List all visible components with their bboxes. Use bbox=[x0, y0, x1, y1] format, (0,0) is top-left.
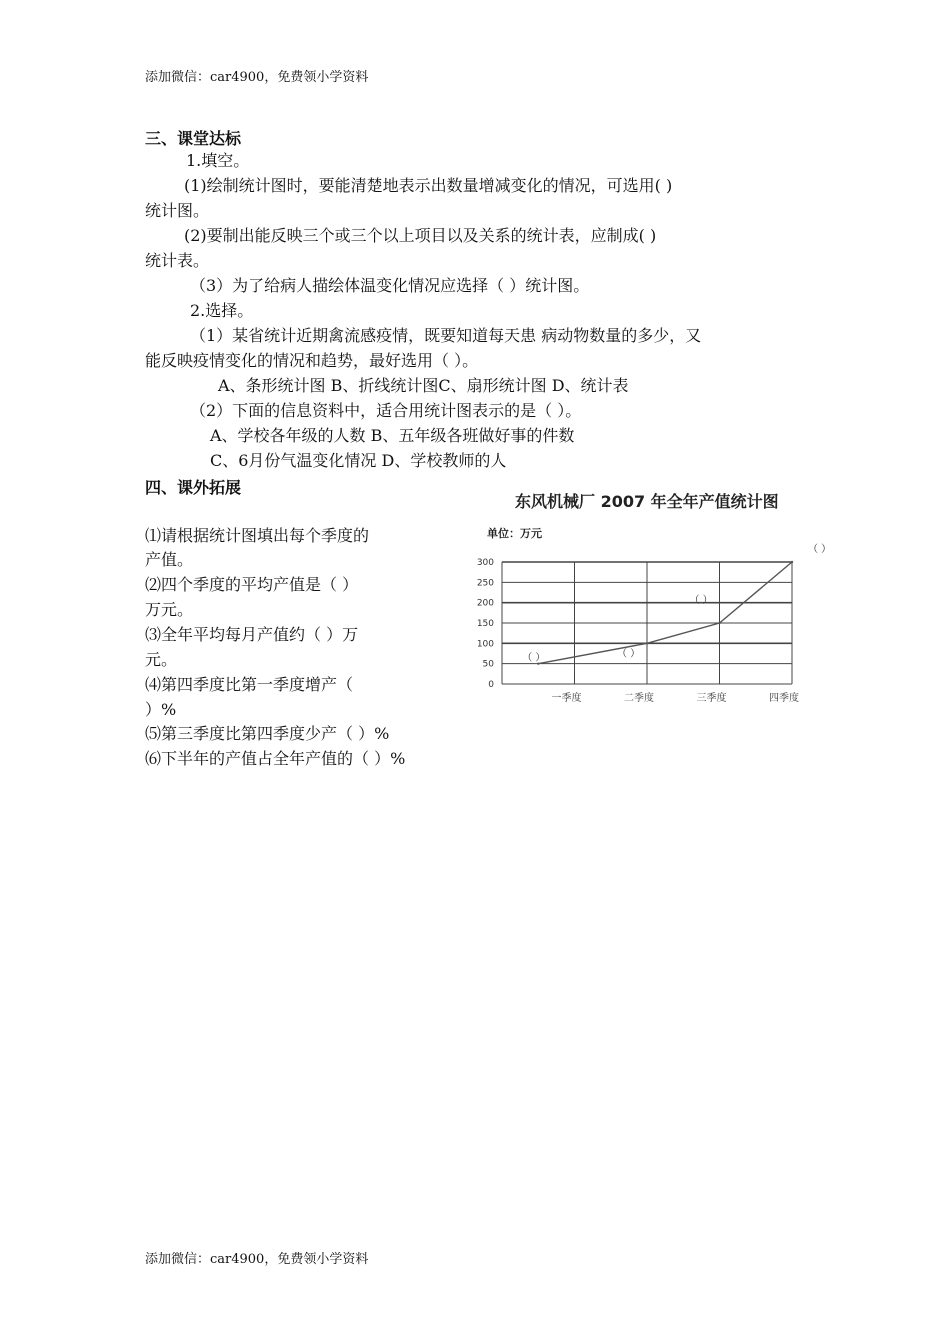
choice-c1-options: A、条形统计图 B、折线统计图C、扇形统计图 D、统计表 bbox=[218, 376, 629, 395]
ext-q1a: ⑴请根据统计图填出每个季度的 bbox=[145, 526, 370, 545]
chart-y-ticks bbox=[477, 558, 494, 690]
ext-q5: ⑸第三季度比第四季度少产（ ）% bbox=[145, 724, 390, 743]
chart-blank-label: （ ） bbox=[808, 544, 832, 555]
page-header: 添加微信：car4900，免费领小学资料 bbox=[145, 70, 369, 85]
chart-data-point bbox=[718, 622, 720, 624]
chart-x-tick-label: 四季度 bbox=[769, 693, 799, 704]
fill-q3-line: （3）为了给病人描绘体温变化情况应选择（ ）统计图。 bbox=[190, 276, 590, 295]
chart-y-tick-label: 300 bbox=[476, 558, 494, 568]
chart-data-point bbox=[791, 561, 793, 563]
ext-q1b: 产值。 bbox=[145, 550, 194, 569]
choice-title: 2.选择。 bbox=[190, 301, 254, 320]
chart-y-tick-label: 200 bbox=[476, 598, 494, 609]
chart-blank-label: （ ） bbox=[522, 652, 546, 664]
chart-data-point bbox=[646, 642, 648, 644]
ext-q2b: 万元。 bbox=[145, 600, 194, 619]
ext-q2a: ⑵四个季度的平均产值是（ ） bbox=[145, 575, 359, 594]
ext-q4a: ⑷第四季度比第一季度增产（ bbox=[145, 675, 354, 694]
chart-blank-label: （ ） bbox=[617, 648, 641, 660]
choice-c2-line: （2）下面的信息资料中，适合用统计图表示的是（ ）。 bbox=[190, 401, 582, 420]
fill-q1-line1: (1)绘制统计图时，要能清楚地表示出数量增减变化的情况，可选用( ) bbox=[184, 176, 673, 195]
fill-title: 1.填空。 bbox=[186, 151, 250, 170]
ext-q6: ⑹下半年的产值占全年产值的（ ）% bbox=[145, 749, 406, 768]
chart-series bbox=[537, 561, 793, 665]
chart-gridlines bbox=[502, 562, 792, 684]
chart-y-tick-label: 100 bbox=[476, 639, 494, 650]
ext-q4b: ）% bbox=[145, 700, 177, 719]
choice-c1-line1: （1）某省统计近期禽流感疫情，既要知道每天患 病动物数量的多少，又 bbox=[190, 326, 702, 345]
chart-y-tick-label: 50 bbox=[482, 659, 494, 670]
chart-x-tick-label: 一季度 bbox=[551, 693, 582, 704]
section4-heading: 四、课外拓展 bbox=[145, 478, 242, 497]
fill-q1-line2: 统计图。 bbox=[145, 201, 210, 220]
production-line-chart bbox=[470, 485, 840, 715]
chart-unit-label: 单位：万元 bbox=[487, 527, 542, 540]
fill-q2-line2: 统计表。 bbox=[145, 251, 210, 270]
chart-y-tick-label: 250 bbox=[476, 578, 494, 589]
choice-c1-line2: 能反映疫情变化的情况和趋势，最好选用（ ）。 bbox=[145, 351, 479, 370]
chart-x-ticks bbox=[552, 691, 800, 704]
chart-series-line bbox=[538, 562, 792, 664]
ext-q3a: ⑶全年平均每月产值约（ ）万 bbox=[145, 625, 359, 644]
ext-q3b: 元。 bbox=[145, 650, 178, 669]
chart-x-tick-label: 三季度 bbox=[696, 693, 727, 704]
choice-c2-options1: A、学校各年级的人数 B、五年级各班做好事的件数 bbox=[210, 426, 575, 445]
chart-blank-label: （ ） bbox=[689, 595, 713, 606]
page-footer: 添加微信：car4900，免费领小学资料 bbox=[145, 1252, 369, 1267]
chart-title: 东风机械厂 2007 年全年产值统计图 bbox=[515, 492, 779, 511]
choice-c2-options2: C、6月份气温变化情况 D、学校教师的人 bbox=[210, 451, 507, 470]
chart-y-tick-label: 0 bbox=[488, 680, 494, 690]
section3-heading: 三、课堂达标 bbox=[145, 129, 242, 148]
fill-q2-line1: (2)要制出能反映三个或三个以上项目以及关系的统计表，应制成( ) bbox=[184, 226, 657, 245]
chart-x-tick-label: 二季度 bbox=[624, 693, 654, 704]
chart-y-tick-label: 150 bbox=[476, 619, 494, 629]
